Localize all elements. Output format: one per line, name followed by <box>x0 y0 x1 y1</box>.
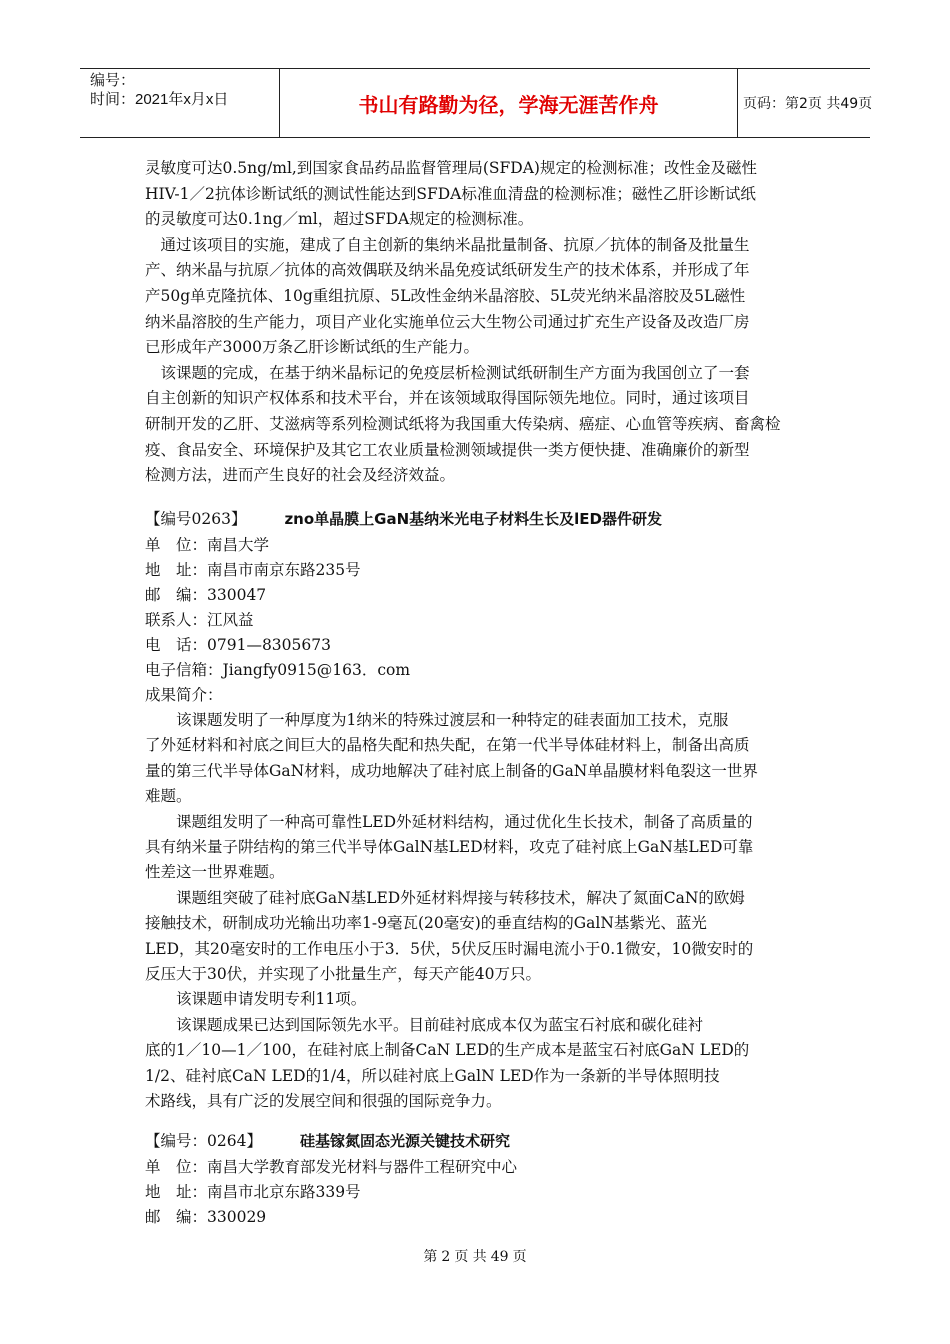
text-line: 该课题发明了一种厚度为1纳米的特殊过渡层和一种特定的硅表面加工技术，克服 <box>145 711 729 729</box>
motto: 书山有路勤为径，学海无涯苦作舟 <box>280 69 738 137</box>
text-line: 该课题的完成，在基于纳米晶标记的免疫层析检测试纸研制生产方面为我国创立了一套 <box>145 363 750 382</box>
text-line: 难题。 <box>145 787 192 806</box>
text-line: 了外延材料和衬底之间巨大的晶格失配和热失配，在第一代半导体硅材料上，制备出高质 <box>145 736 750 755</box>
footer-total: 49 <box>490 1249 509 1265</box>
postcode-line: 邮 编：330029 <box>145 1208 267 1226</box>
postcode-line: 邮 编：330047 <box>145 586 267 604</box>
phone-line: 电 话：0791—8305673 <box>145 636 331 654</box>
text-line: 检测方法，进而产生良好的社会及经济效益。 <box>145 466 456 485</box>
text-line: 该课题申请发明专利11项。 <box>145 990 367 1009</box>
text-line: 1/2、硅衬底CaN LED的1/4，所以硅衬底上GalN LED作为一条新的半导体照明技 <box>145 1066 720 1085</box>
text-line: 产、纳米晶与抗原／抗体的高效偶联及纳米晶免疫试纸研发生产的技术体系，并形成了年 <box>145 261 750 280</box>
project-number: 【编号0263】 <box>145 510 247 528</box>
text-line: 通过该项目的实施，建成了自主创新的集纳米晶批量制备、抗原／抗体的制备及批量生 <box>145 235 750 254</box>
text-line: HIV-1／2抗体诊断试纸的测试性能达到SFDA标准血清盘的检测标准；磁性乙肝诊断试纸 <box>145 184 756 203</box>
text-line: 性差这一世界难题。 <box>145 863 285 882</box>
page-footer <box>0 1246 950 1266</box>
project-heading <box>145 1130 510 1152</box>
text-line: 的灵敏度可达0.1ng／ml，超过SFDA规定的检测标准。 <box>145 210 534 229</box>
header-meta <box>80 69 280 137</box>
email-line: 电子信箱：Jiangfy0915@163．com <box>145 661 411 679</box>
text-line: LED，其20毫安时的工作电压小于3．5伏，5伏反压时漏电流小于0.1微安，10微安时的 <box>145 939 754 958</box>
project-heading <box>145 508 662 530</box>
page-info: 页码：第2页 共49页 <box>743 96 873 112</box>
address-line: 地 址：南昌市北京东路339号 <box>145 1183 361 1201</box>
text-line: 术路线，具有广泛的发展空间和很强的国际竞争力。 <box>145 1092 502 1110</box>
page-header <box>80 68 873 138</box>
address-line: 地 址：南昌市南京东路235号 <box>145 561 361 579</box>
footer-mid: 页 共 <box>454 1249 487 1265</box>
text-line: 具有纳米量子阱结构的第三代半导体GalN基LED材料，攻克了硅衬底上GaN基LED可靠 <box>145 838 754 856</box>
text-line: 自主创新的知识产权体系和技术平台，并在该领域取得国际领先地位。同时，通过该项目 <box>145 389 750 408</box>
footer-suffix: 页 <box>512 1249 527 1265</box>
text-line: 反压大于30伏，并实现了小批量生产，每天产能40万只。 <box>145 965 541 983</box>
text-line: 量的第三代半导体GaN材料，成功地解决了硅衬底上制备的GaN单晶膜材料龟裂这一世界 <box>145 761 758 780</box>
text-line: 课题组发明了一种高可靠性LED外延材料结构，通过优化生长技术，制备了高质量的 <box>145 812 753 831</box>
text-line: 产50g单克隆抗体、10g重组抗原、5L改性金纳米晶溶胶、5L荧光纳米晶溶胶及5L磁性 <box>145 287 746 305</box>
footer-prefix: 第 <box>423 1249 438 1265</box>
contact-line: 联系人：江风益 <box>145 611 254 629</box>
text-line: 底的1／10—1／100，在硅衬底上制备CaN LED的生产成本是蓝宝石衬底GaN LED的 <box>145 1041 750 1060</box>
text-line: 研制开发的乙肝、艾滋病等系列检测试纸将为我国重大传染病、癌症、心血管等疾病、畜禽检 <box>145 415 781 433</box>
time-label: 时间：2021年x月x日 <box>90 91 229 108</box>
text-line: 接触技术，研制成功光输出功率1-9毫瓦(20毫安)的垂直结构的GalN基紫光、蓝光 <box>145 914 707 933</box>
text-line: 灵敏度可达0.5ng/ml,到国家食品药品监督管理局(SFDA)规定的检测标准；改性金及磁性 <box>145 159 757 177</box>
summary-label: 成果简介： <box>145 686 223 704</box>
text-line: 疫、食品安全、环境保护及其它工农业质量检测领域提供一类方便快捷、准确廉价的新型 <box>145 440 750 459</box>
text-line: 已形成年产3000万条乙肝诊断试纸的生产能力。 <box>145 338 479 357</box>
project-title: zno单晶膜上GaN基纳米光电子材料生长及lED器件研发 <box>284 510 662 528</box>
unit-line: 单 位：南昌大学教育部发光材料与器件工程研究中心 <box>145 1158 518 1176</box>
project-title: 硅基镓氮固态光源关键技术研究 <box>299 1132 510 1150</box>
unit-line: 单 位：南昌大学 <box>145 536 270 554</box>
code-label: 编号： <box>90 72 136 89</box>
footer-page: 2 <box>441 1249 451 1265</box>
text-line: 课题组突破了硅衬底GaN基LED外延材料焊接与转移技术，解决了氮面CaN的欧姆 <box>145 888 745 907</box>
text-line: 该课题成果已达到国际领先水平。目前硅衬底成本仅为蓝宝石衬底和碳化硅衬 <box>145 1015 704 1034</box>
project-number: 【编号：0264】 <box>145 1132 262 1150</box>
text-line: 纳米晶溶胶的生产能力，项目产业化实施单位云大生物公司通过扩充生产设备及改造厂房 <box>145 312 750 331</box>
